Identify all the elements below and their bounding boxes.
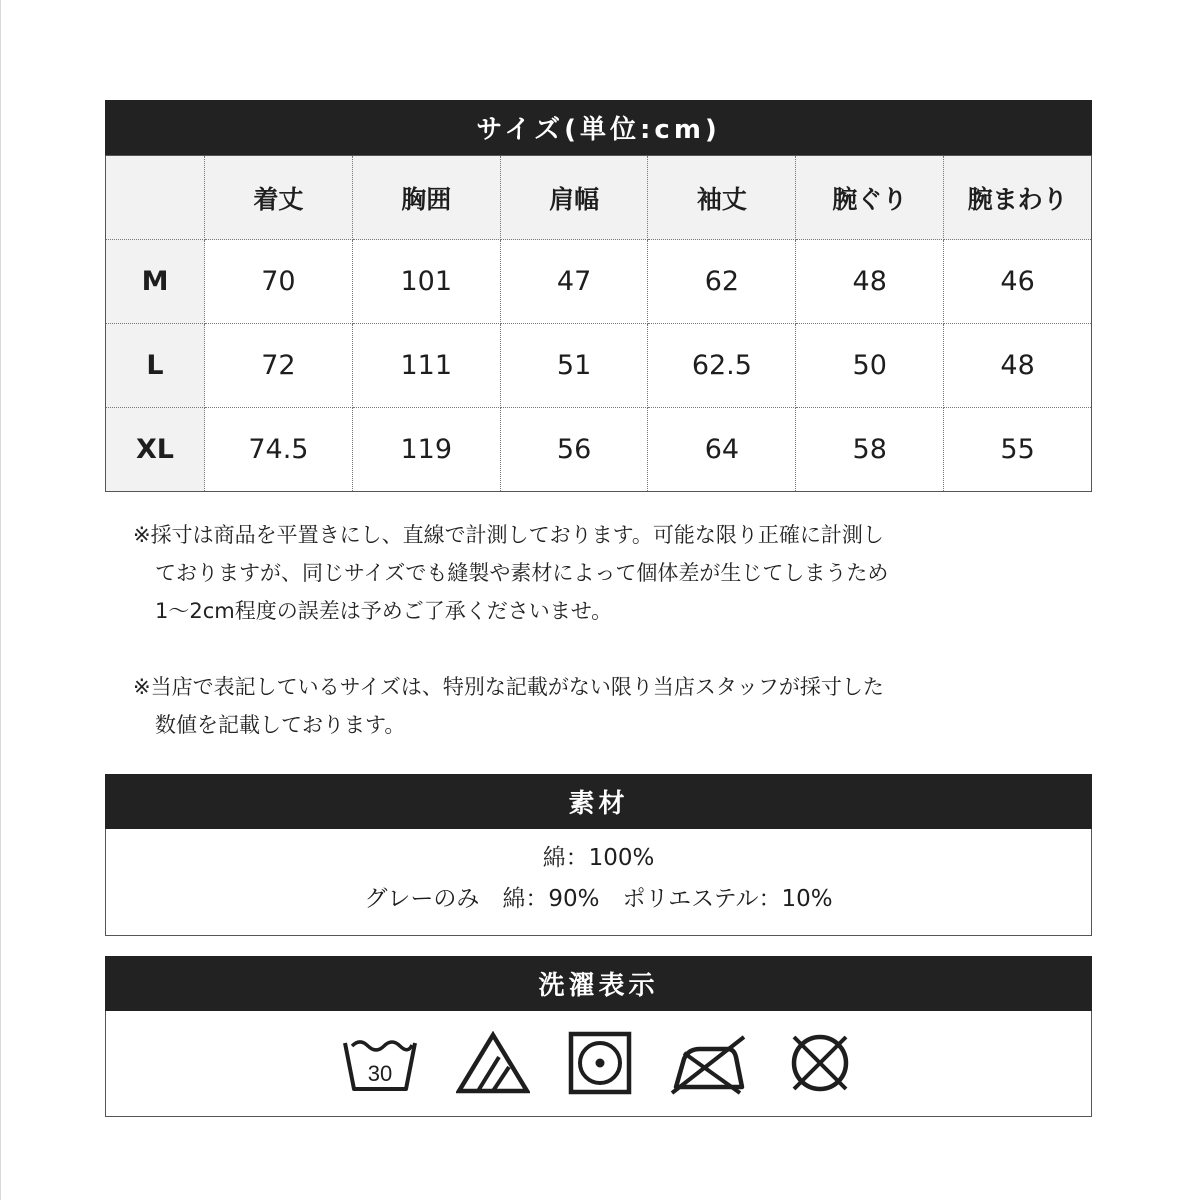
table-cell: 46 bbox=[944, 240, 1092, 324]
column-header: 腕まわり bbox=[944, 156, 1092, 240]
table-cell: 55 bbox=[944, 408, 1092, 492]
material-title: 素材 bbox=[105, 774, 1092, 829]
note-line: ※採寸は商品を平置きにし、直線で計測しております。可能な限り正確に計測し bbox=[133, 523, 884, 547]
table-cell: 58 bbox=[796, 408, 944, 492]
material-line: グレーのみ 綿：90% ポリエステル：10% bbox=[364, 886, 833, 912]
size-table bbox=[105, 155, 1092, 492]
note-line: 数値を記載しております。 bbox=[155, 713, 406, 737]
size-chart-section bbox=[105, 100, 1092, 492]
no-iron-icon bbox=[670, 1031, 746, 1095]
care-box bbox=[105, 1011, 1092, 1117]
table-row bbox=[106, 408, 1092, 492]
table-cell: 62.5 bbox=[648, 324, 796, 408]
column-header: 着丈 bbox=[205, 156, 353, 240]
table-row bbox=[106, 324, 1092, 408]
tumble-dry-low-icon bbox=[568, 1031, 632, 1095]
table-cell: 48 bbox=[796, 240, 944, 324]
material-line: 綿：100% bbox=[542, 845, 655, 871]
table-cell: 111 bbox=[352, 324, 500, 408]
column-header: 肩幅 bbox=[500, 156, 648, 240]
care-icons-row bbox=[106, 1011, 1091, 1115]
table-cell: 50 bbox=[796, 324, 944, 408]
table-cell: 101 bbox=[352, 240, 500, 324]
table-cell: 62 bbox=[648, 240, 796, 324]
column-header: 胸囲 bbox=[352, 156, 500, 240]
size-label: XL bbox=[106, 408, 205, 492]
table-corner-cell bbox=[106, 156, 205, 240]
size-chart-title: サイズ(単位:cm) bbox=[105, 100, 1092, 155]
size-label: L bbox=[106, 324, 205, 408]
table-cell: 51 bbox=[500, 324, 648, 408]
note-line: ※当店で表記しているサイズは、特別な記載がない限り当店スタッフが採寸した bbox=[133, 675, 884, 699]
note-line: 1〜2cm程度の誤差は予めご了承くださいませ。 bbox=[155, 599, 613, 623]
table-cell: 48 bbox=[944, 324, 1092, 408]
table-cell: 64 bbox=[648, 408, 796, 492]
wash-30-tub-icon bbox=[342, 1033, 418, 1093]
left-edge-line bbox=[0, 0, 1, 1200]
measurement-note bbox=[133, 516, 1013, 630]
care-title: 洗濯表示 bbox=[105, 956, 1092, 1011]
table-cell: 119 bbox=[352, 408, 500, 492]
size-label: M bbox=[106, 240, 205, 324]
table-cell: 74.5 bbox=[205, 408, 353, 492]
bleach-oxygen-only-icon bbox=[456, 1031, 530, 1095]
material-box bbox=[105, 829, 1092, 936]
table-cell: 70 bbox=[205, 240, 353, 324]
column-header: 袖丈 bbox=[648, 156, 796, 240]
table-row bbox=[106, 240, 1092, 324]
table-cell: 56 bbox=[500, 408, 648, 492]
size-source-note bbox=[133, 668, 1013, 744]
wash-temp-label: 30 bbox=[367, 1061, 392, 1086]
table-cell: 47 bbox=[500, 240, 648, 324]
note-line: ておりますが、同じサイズでも縫製や素材によって個体差が生じてしまうため bbox=[155, 561, 889, 585]
table-cell: 72 bbox=[205, 324, 353, 408]
column-header: 腕ぐり bbox=[796, 156, 944, 240]
no-dry-clean-icon bbox=[784, 1031, 856, 1095]
size-table-header-row bbox=[106, 156, 1092, 240]
